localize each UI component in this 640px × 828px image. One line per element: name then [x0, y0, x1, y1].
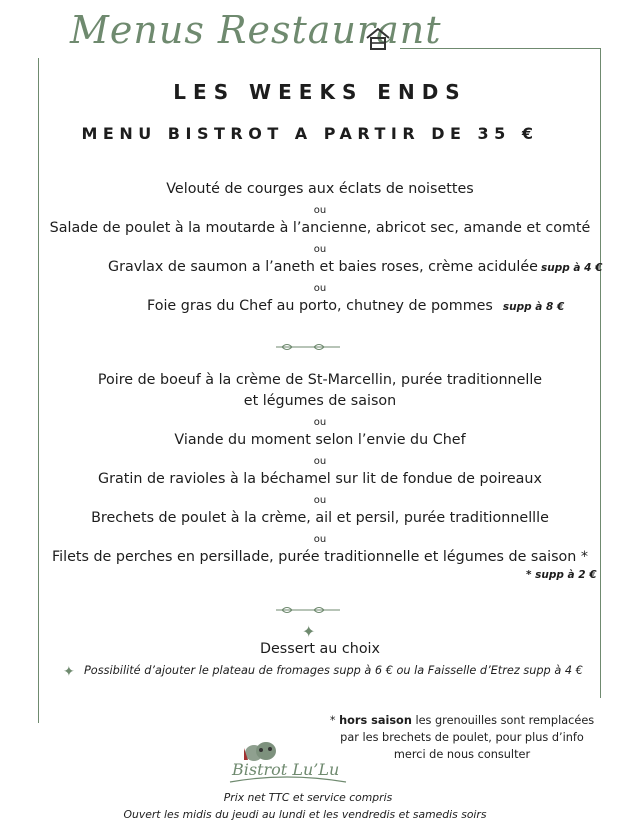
note-line2: par les brechets de poulet, pour plus d’info: [340, 731, 584, 744]
leaf-divider-icon: [274, 603, 342, 617]
or-separator: ou: [313, 205, 327, 216]
or-separator: ou: [313, 456, 327, 467]
sparkle-icon: ✦: [302, 622, 316, 641]
supplement-label: * supp à 2 €: [526, 569, 597, 581]
main-item: Viande du moment selon l’envie du Chef: [174, 432, 466, 448]
supplement-label: supp à 8 €: [502, 301, 565, 313]
hours-footer: Ouvert les midis du jeudi au lundi et les vendredis et samedis soirs: [123, 808, 487, 821]
main-item: Brechets de poulet à la crème, ail et persil, purée traditionnellle: [91, 510, 549, 526]
starter-item: [147, 298, 564, 314]
starter-gravlax-text: Gravlax de saumon a l’aneth et baies roses, crème acidulée: [108, 259, 538, 275]
main-item: et légumes de saison: [243, 393, 397, 409]
starter-item: Salade de poulet à la moutarde à l’ancienne, abricot sec, amande et comté: [49, 220, 591, 236]
note-line3: merci de nous consulter: [393, 748, 531, 761]
frame-left-line: [38, 58, 39, 723]
prices-footer: Prix net TTC et service compris: [223, 791, 393, 804]
supplement-label: supp à 4 €: [540, 262, 603, 274]
main-item: Poire de boeuf à la crème de St-Marcellin, purée traditionnelle: [97, 372, 543, 388]
note-line1: les grenouilles sont remplacées: [411, 714, 595, 727]
starter-item: Velouté de courges aux éclats de noisettes: [166, 181, 474, 197]
starter-item: [108, 259, 602, 275]
note-star: *: [329, 714, 340, 727]
or-separator: ou: [313, 495, 327, 506]
menus-restaurant-logo: Menus Restaurant: [70, 8, 442, 52]
or-separator: ou: [313, 244, 327, 255]
dessert-item: Dessert au choix: [260, 641, 380, 657]
bistrot-logo-text: Bistrot Lu’Lu: [232, 760, 340, 779]
starter-foie-gras-text: Foie gras du Chef au porto, chutney de pommes: [147, 298, 493, 314]
page-title: LES WEEKS ENDS: [173, 80, 467, 104]
main-item: Gratin de ravioles à la béchamel sur lit de fondue de poireaux: [98, 471, 542, 487]
menu-subtitle: MENU BISTROT A PARTIR DE 35 €: [81, 124, 539, 143]
leaf-divider-icon: [274, 340, 342, 354]
sparkle-icon: ✦: [63, 664, 75, 680]
or-separator: ou: [313, 417, 327, 428]
home-icon[interactable]: [364, 26, 392, 52]
or-separator: ou: [313, 534, 327, 545]
cheese-option: Possibilité d’ajouter le plateau de fromages supp à 6 € ou la Faisselle d’Etrez supp à 4 €: [84, 664, 583, 677]
note-bold: hors saison: [339, 714, 412, 727]
season-note: [312, 712, 612, 763]
main-item: Filets de perches en persillade, purée traditionnelle et légumes de saison *: [51, 549, 589, 565]
or-separator: ou: [313, 283, 327, 294]
